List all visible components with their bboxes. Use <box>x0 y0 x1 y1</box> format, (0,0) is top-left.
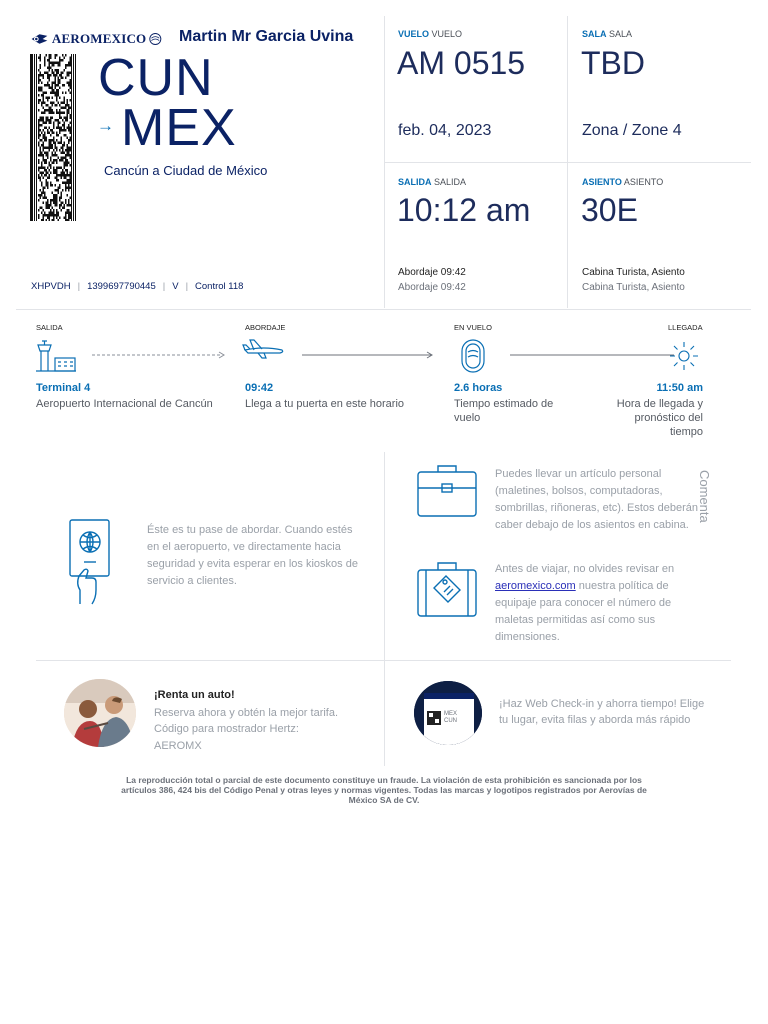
briefcase-icon <box>416 462 478 518</box>
airplane-window-icon <box>458 338 488 374</box>
timeline-label-arrival: LLEGADA <box>668 323 703 332</box>
car-rental-title: ¡Renta un auto! <box>154 689 235 701</box>
car-rental-text: Reserva ahora y obtén la mejor tarifa. Código para mostrador Hertz: <box>154 707 339 735</box>
seat-value: 30E <box>581 192 638 228</box>
aeromexico-link[interactable]: aeromexico.com <box>495 580 576 592</box>
car-rental-photo <box>64 679 136 747</box>
skyteam-icon <box>149 31 162 47</box>
timeline-label-departure: SALIDA <box>36 323 63 332</box>
comenta-feedback-tab[interactable]: Comenta <box>697 470 712 523</box>
web-checkin-phone <box>414 681 482 745</box>
timeline-label-inflight: EN VUELO <box>454 323 492 332</box>
personal-item-info: Puedes llevar un artículo personal (maletines, bolsos, computadoras, sombrillas, riñoneras, etc). Estos deberán caber debajo de los asientos en cabina. <box>495 468 698 531</box>
fare-class: V <box>172 281 179 292</box>
boarding-time-secondary: Abordaje 09:42 <box>398 282 466 293</box>
airport-tower-icon <box>34 338 78 374</box>
luggage-tag-icon <box>416 560 478 618</box>
flight-number: AM 0515 <box>397 45 526 81</box>
baggage-info: Antes de viajar, no olvides revisar en aeromexico.com nuestra política de equipaje para conocer el número de maletas permitidas así como sus dimensiones. <box>495 563 675 643</box>
eagle-knight-icon <box>30 30 49 48</box>
booking-reference: XHPVDH | 1399697790445 | V | Control 118 <box>31 281 244 292</box>
record-locator: XHPVDH <box>31 281 71 292</box>
solid-arrow-icon-2 <box>508 350 676 360</box>
origin-code: CUN <box>98 49 214 107</box>
people-in-car-image <box>64 679 136 747</box>
aeromexico-logo <box>30 29 162 49</box>
timeline-departure-desc: Aeropuerto Internacional de Cancún <box>36 398 213 410</box>
gate-label: SALA SALA <box>582 29 633 39</box>
route-arrow-icon: → <box>97 116 114 135</box>
timeline-duration: 2.6 horas <box>454 382 503 394</box>
cabin-class: Cabina Turista, Asiento <box>582 267 685 278</box>
destination-code: MEX <box>121 99 237 157</box>
timeline-terminal: Terminal 4 <box>36 382 91 394</box>
web-checkin-text: ¡Haz Web Check-in y ahorra tiempo! Elige tu lugar, evita filas y aborda más rápido <box>499 698 705 726</box>
solid-arrow-icon <box>300 350 436 360</box>
departure-label: SALIDA SALIDA <box>398 177 467 187</box>
hertz-code: AEROMX <box>154 740 202 752</box>
cabin-class-secondary: Cabina Turista, Asiento <box>582 282 685 293</box>
sun-icon <box>667 339 701 373</box>
flight-label: VUELO VUELO <box>398 29 463 39</box>
timeline-boarding-time: 09:42 <box>245 382 274 394</box>
airplane-icon <box>242 336 286 360</box>
divider <box>36 660 731 661</box>
timeline-inflight-desc: Tiempo estimado de vuelo <box>454 398 554 424</box>
timeline-arrival-desc: Hora de llegada y pronóstico del tiempo <box>616 398 703 438</box>
divider <box>16 309 751 310</box>
boarding-time: Abordaje 09:42 <box>398 267 466 278</box>
gate-value: TBD <box>581 45 645 81</box>
route-text: Cancún a Ciudad de México <box>104 163 268 178</box>
phone-route-text: MEX CUN <box>444 711 458 724</box>
pdf417-barcode <box>30 54 76 221</box>
flight-date: feb. 04, 2023 <box>398 122 492 139</box>
logo-text: AEROMEXICO <box>51 31 147 46</box>
seat-label: ASIENTO ASIENTO <box>582 177 664 187</box>
divider <box>384 162 751 163</box>
ticket-number: 1399697790445 <box>87 281 156 292</box>
dashed-arrow-icon <box>92 350 228 360</box>
divider <box>384 452 385 766</box>
control-number: Control 118 <box>195 281 244 292</box>
boarding-zone: Zona / Zone 4 <box>582 122 682 139</box>
boarding-pass-info: Éste es tu pase de abordar. Cuando estés en el aeropuerto, ve directamente hacia seguridad y evita esperar en los kioskos de servicio a clientes. <box>147 524 358 587</box>
departure-time: 10:12 am <box>397 192 531 228</box>
timeline-label-boarding: ABORDAJE <box>245 323 286 332</box>
passport-hand-icon <box>66 518 114 606</box>
timeline-arrival-time: 11:50 am <box>656 382 703 394</box>
passenger-name: Martin Mr Garcia Uvina <box>179 28 354 45</box>
timeline-boarding-desc: Llega a tu puerta en este horario <box>245 398 405 410</box>
legal-disclaimer: La reproducción total o parcial de este documento constituye un fraude. La violación de esta prohibición es sancionada por los artículos 386, 424 bis del Código Penal y otras leyes y normas vigentes. Todas las marcas y logotipos registrados por Aerovías de México SA de CV. <box>121 775 647 805</box>
